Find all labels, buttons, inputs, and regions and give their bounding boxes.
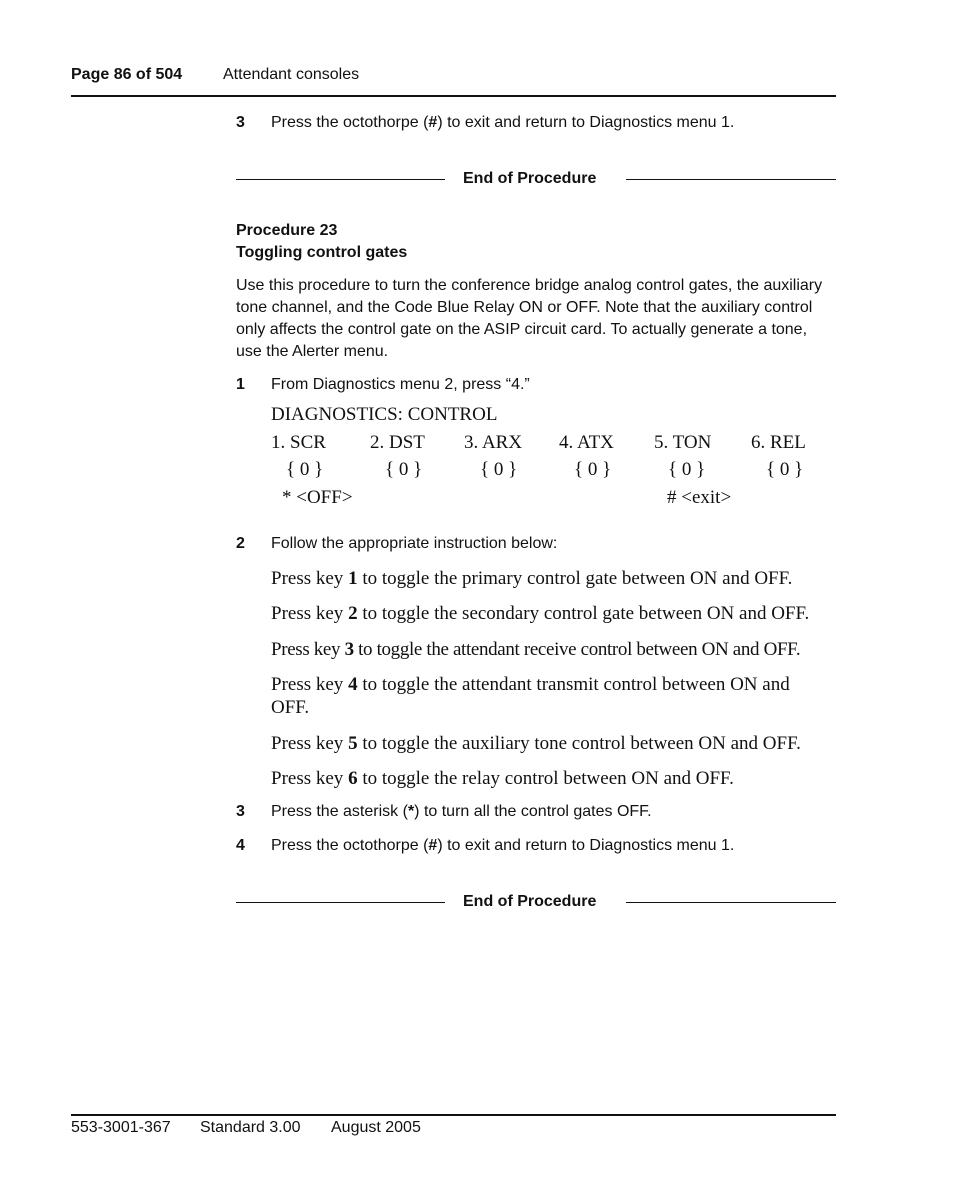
column-value-scr: { 0 } xyxy=(286,459,324,480)
column-value-atx: { 0 } xyxy=(574,459,612,480)
instruction-key: 3 xyxy=(344,639,354,660)
instruction-key: 2 xyxy=(348,603,358,624)
footer-rule xyxy=(71,1114,836,1116)
procedure-intro: Use this procedure to turn the conference bridge analog control gates, the auxiliary tone channel, and the Code Blue Relay ON or OFF. Note that the auxiliary control only affects the control gate on the ASIP circuit card. To actually generate a tone, use the Alerter menu. xyxy=(236,277,823,360)
step-text-b: ) to turn all the control gates OFF. xyxy=(414,803,652,820)
exit-option: # <exit> xyxy=(667,487,732,508)
screen-title: DIAGNOSTICS: CONTROL xyxy=(271,404,498,425)
procedure-title: Toggling control gates xyxy=(236,244,408,261)
step-number: 4 xyxy=(236,837,245,854)
step-text xyxy=(271,803,652,821)
chapter-title: Attendant consoles xyxy=(223,66,360,83)
instruction-post: to toggle the secondary control gate between ON and OFF. xyxy=(357,603,810,624)
off-option: * <OFF> xyxy=(282,487,353,508)
instruction-post: to toggle the auxiliary tone control between ON and OFF. xyxy=(357,733,801,754)
eop-rule-left xyxy=(236,179,445,180)
instruction-item xyxy=(271,767,836,790)
page-number: Page 86 of 504 xyxy=(71,66,183,83)
publication-date: August 2005 xyxy=(331,1119,421,1136)
instruction-item xyxy=(271,602,851,625)
header-rule xyxy=(71,95,836,97)
step-text: Follow the appropriate instruction below: xyxy=(271,535,558,552)
instruction-pre: Press key xyxy=(271,603,349,624)
step-text-a: Press the asterisk ( xyxy=(271,803,408,820)
instruction-key: 6 xyxy=(348,768,358,789)
doc-number: 553-3001-367 xyxy=(71,1119,171,1136)
instruction-post: to toggle the attendant receive control between ON and OFF. xyxy=(353,639,801,660)
end-of-procedure-label: End of Procedure xyxy=(463,170,597,187)
step-text-b: ) to exit and return to Diagnostics menu 1. xyxy=(437,837,735,854)
step-text xyxy=(271,114,734,132)
key-hash: # xyxy=(428,114,438,131)
end-of-procedure-label: End of Procedure xyxy=(463,893,597,910)
eop-rule-right xyxy=(626,902,836,903)
instruction-post: to toggle the relay control between ON and OFF. xyxy=(357,768,734,789)
step-text-a: Press the octothorpe ( xyxy=(271,837,429,854)
step-number: 1 xyxy=(236,376,245,393)
step-text-b: ) to exit and return to Diagnostics menu 1. xyxy=(437,114,735,131)
step-text xyxy=(271,837,734,855)
column-label-scr: 1. SCR xyxy=(271,432,326,453)
instruction-item xyxy=(271,732,851,755)
column-value-rel: { 0 } xyxy=(766,459,804,480)
instruction-pre: Press key xyxy=(271,733,349,754)
instruction-pre: Press key xyxy=(271,639,345,660)
column-value-ton: { 0 } xyxy=(668,459,706,480)
procedure-number: Procedure 23 xyxy=(236,222,338,239)
column-value-arx: { 0 } xyxy=(480,459,518,480)
instruction-item xyxy=(271,673,821,719)
instruction-pre: Press key xyxy=(271,768,349,789)
column-label-arx: 3. ARX xyxy=(464,432,523,453)
eop-rule-left xyxy=(236,902,445,903)
instruction-key: 5 xyxy=(348,733,358,754)
column-value-dst: { 0 } xyxy=(385,459,423,480)
step-number: 3 xyxy=(236,114,245,131)
instruction-item xyxy=(271,567,836,590)
instruction-key: 4 xyxy=(348,674,358,695)
instruction-item xyxy=(271,638,851,661)
step-number: 3 xyxy=(236,803,245,820)
instruction-post: to toggle the attendant transmit control between ON and OFF. xyxy=(271,674,790,718)
eop-rule-right xyxy=(626,179,836,180)
instruction-key: 1 xyxy=(348,568,358,589)
column-label-ton: 5. TON xyxy=(654,432,712,453)
column-label-rel: 6. REL xyxy=(751,432,806,453)
instruction-pre: Press key xyxy=(271,568,349,589)
key-asterisk: * xyxy=(407,803,415,820)
step-number: 2 xyxy=(236,535,245,552)
instruction-pre: Press key xyxy=(271,674,349,695)
instruction-post: to toggle the primary control gate between ON and OFF. xyxy=(357,568,793,589)
key-hash: # xyxy=(428,837,438,854)
step-text-a: Press the octothorpe ( xyxy=(271,114,429,131)
column-label-atx: 4. ATX xyxy=(559,432,614,453)
step-text: From Diagnostics menu 2, press “4.” xyxy=(271,376,530,393)
standard-version: Standard 3.00 xyxy=(200,1119,301,1136)
column-label-dst: 2. DST xyxy=(370,432,425,453)
